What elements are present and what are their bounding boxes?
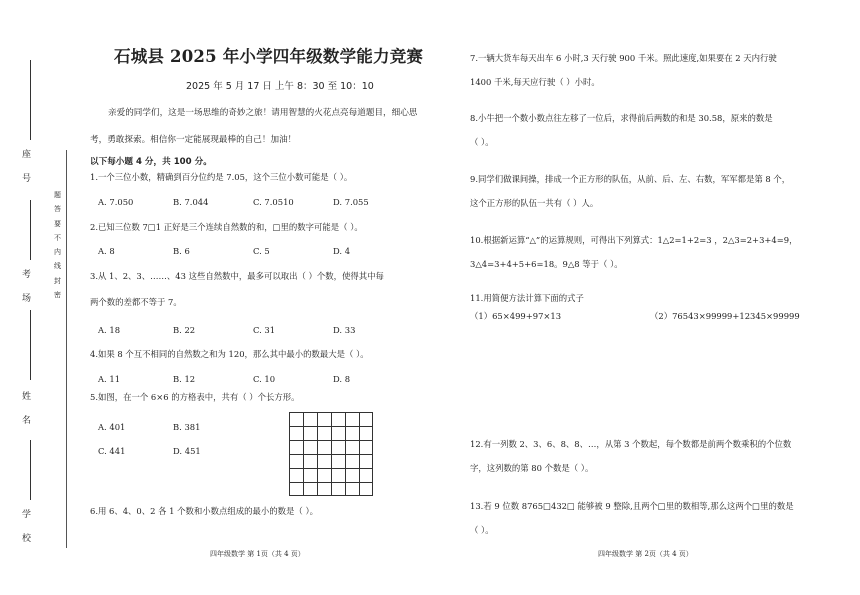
- name-label-char: 姓: [22, 392, 32, 402]
- school-field: [22, 508, 31, 546]
- name-underline: [30, 310, 31, 380]
- seal-char: 答: [54, 205, 61, 214]
- option-c: C. 10: [253, 374, 276, 384]
- question-13: 13.若 9 位数 8765□432□ 能够被 9 整除,且两个□里的数相等,那么这两个□里的数是: [470, 501, 794, 511]
- option-a: A. 8: [98, 246, 115, 256]
- question-3-cont: 两个数的差都不等于 7。: [90, 297, 182, 307]
- question-11: 11.用简便方法计算下面的式子: [470, 293, 584, 303]
- name-field: [22, 390, 31, 428]
- question-5-options-row2: [98, 446, 201, 456]
- option-b: B. 12: [173, 374, 196, 384]
- seal-char: 线: [54, 262, 61, 271]
- page-footer-2: 四年级数学 第 2页（共 4 页）: [598, 550, 693, 558]
- six-by-six-grid-figure: [289, 412, 373, 496]
- seat-number-field: [22, 148, 31, 186]
- seat-label-char: 座: [22, 150, 32, 160]
- question-7-cont: 1400 千米,每天应行驶（ ）小时。: [470, 77, 600, 87]
- option-d: D. 4: [333, 246, 351, 256]
- exam-page-1: [84, 0, 424, 595]
- question-1-options: [98, 197, 369, 207]
- question-8: 8.小牛把一个数小数点往左移了一位后，求得前后两数的和是 30.58，原来的数是: [470, 113, 773, 123]
- grid-line: [290, 454, 372, 455]
- question-3-options: [98, 325, 355, 335]
- option-d: D. 7.055: [333, 197, 369, 207]
- exam-date-time: 2025 年 5 月 17 日 上午 8：30 至 10：10: [186, 81, 374, 92]
- grid-line: [290, 468, 372, 469]
- option-a: A. 18: [98, 325, 121, 335]
- school-label-char: 学: [22, 510, 32, 520]
- question-2: 2.已知三位数 7□1 正好是三个连续自然数的和，□里的数字可能是（ ）。: [90, 222, 363, 232]
- option-c: C. 5: [253, 246, 270, 256]
- question-4-options: [98, 374, 350, 384]
- seal-line: [66, 150, 67, 548]
- room-underline: [30, 200, 31, 260]
- room-label-char: 场: [22, 294, 32, 304]
- question-13-cont: （ ）。: [470, 525, 494, 535]
- question-6: 6.用 6、4、0、2 各 1 个数和小数点组成的最小的数是（ ）。: [90, 506, 318, 516]
- grid-line: [290, 426, 372, 427]
- seat-underline: [30, 60, 31, 140]
- question-9-cont: 这个正方形的队伍一共有（ ）人。: [470, 198, 599, 208]
- school-underline: [30, 440, 31, 500]
- option-a: A. 401: [98, 422, 126, 432]
- option-a: A. 7.050: [98, 197, 134, 207]
- seal-char: 题: [54, 191, 61, 199]
- exam-page-2: [470, 0, 815, 595]
- option-b: B. 6: [173, 246, 190, 256]
- option-a: A. 11: [98, 374, 121, 384]
- question-5: 5.如图，在一个 6×6 的方格表中，共有（ ）个长方形。: [90, 392, 300, 402]
- seal-char: 要: [54, 219, 61, 228]
- room-label-char: 考: [22, 270, 32, 280]
- question-1: 1.一个三位小数，精确到百分位约是 7.05，这个三位小数可能是（ ）。: [90, 172, 353, 182]
- option-c: C. 7.0510: [253, 197, 294, 207]
- binding-strip: [0, 0, 70, 595]
- seal-char: 不: [54, 233, 61, 242]
- option-b: B. 7.044: [173, 197, 209, 207]
- question-10-cont: 3△4=3+4+5+6=18。9△8 等于（ ）。: [470, 259, 623, 269]
- seal-char: 内: [54, 248, 61, 257]
- question-8-cont: （ ）。: [470, 137, 494, 147]
- question-12: 12.有一列数 2、3、6、8、8、…，从第 3 个数起，每个数都是前两个数乘积的个位数: [470, 439, 792, 449]
- seal-char: 封: [54, 276, 61, 285]
- question-7: 7.一辆大货车每天出车 6 小时,3 天行驶 900 千米。照此速度,如果要在 2 天内行驶: [470, 53, 777, 63]
- option-b: B. 381: [173, 422, 201, 432]
- option-d: D. 451: [173, 446, 201, 456]
- question-11-part-1: （1）65×499+97×13: [470, 311, 562, 321]
- option-d: D. 8: [333, 374, 351, 384]
- option-c: C. 441: [98, 446, 126, 456]
- question-2-options: [98, 246, 350, 256]
- seat-label-char: 号: [22, 174, 32, 184]
- school-label-char: 校: [22, 534, 32, 544]
- question-11-part-2: （2）76543×99999+12345×99999: [650, 311, 800, 321]
- option-b: B. 22: [173, 325, 196, 335]
- question-9: 9.同学们做课间操，排成一个正方形的队伍，从前、后、左、右数，军军都是第 8 个，: [470, 174, 791, 184]
- exam-room-field: [22, 268, 31, 306]
- option-d: D. 33: [333, 325, 356, 335]
- seal-line-text: [54, 188, 61, 302]
- question-10: 10.根据新运算“△”的运算规则，可得出下列算式：1△2=1+2=3 ，2△3=2+3+4=9，: [470, 235, 798, 245]
- question-3: 3.从 1、2、3、……、43 这些自然数中，最多可以取出（ ）个数，使得其中每: [90, 271, 384, 281]
- question-12-cont: 字，这列数的第 80 个数是（ ）。: [470, 463, 594, 473]
- question-4: 4.如果 8 个互不相同的自然数之和为 120，那么其中最小的数最大是（ ）。: [90, 349, 369, 359]
- seal-char: 密: [54, 291, 61, 300]
- name-label-char: 名: [22, 416, 32, 426]
- page-footer-1: 四年级数学 第 1页（共 4 页）: [210, 550, 305, 558]
- exam-title: 石城县 2025 年小学四年级数学能力竞赛: [114, 47, 424, 66]
- question-5-options-row1: [98, 422, 200, 432]
- grid-line: [290, 440, 372, 441]
- section-instruction: 以下每小题 4 分，共 100 分。: [90, 157, 212, 167]
- grid-line: [290, 482, 372, 483]
- option-c: C. 31: [253, 325, 276, 335]
- intro-paragraph: 亲爱的同学们，这是一场思维的奇妙之旅！请用智慧的火花点亮每道题目，细心思考，勇敢探索。相信你一定能展现最棒的自己！加油！: [90, 108, 418, 145]
